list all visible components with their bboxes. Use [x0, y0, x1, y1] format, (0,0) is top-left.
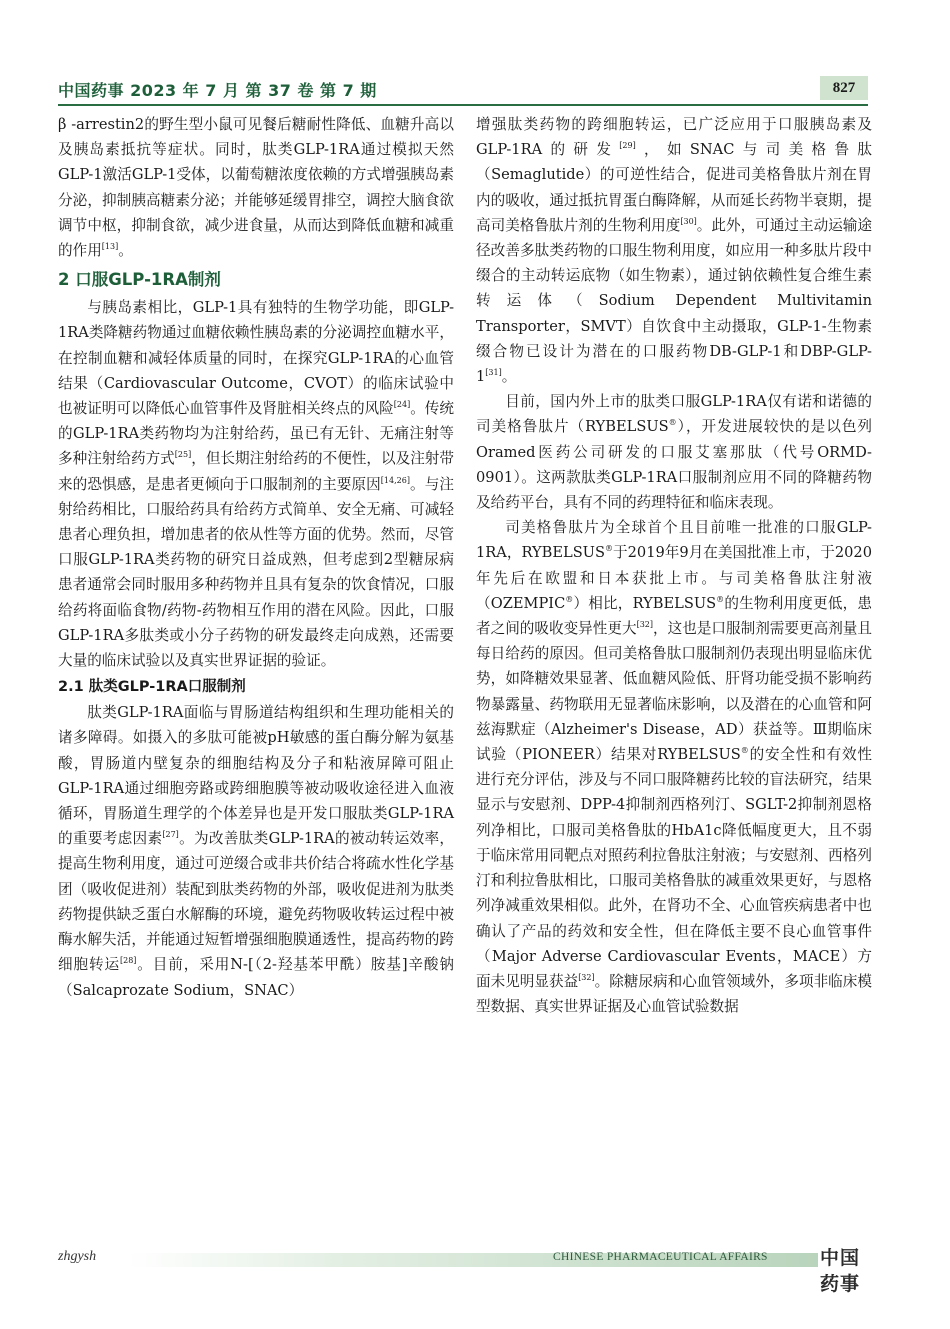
citation[interactable]: [29] — [619, 141, 636, 151]
registered-mark: ® — [740, 746, 749, 756]
registered-mark: ® — [565, 595, 574, 604]
registered-mark: ® — [668, 418, 677, 428]
paragraph-intro-continued: β -arrestin2的野生型小鼠可见餐后糖耐性降低、血糖升高以及胰岛素抵抗等症状。同时，肽类GLP-1RA通过模拟天然GLP-1激活GLP-1受体，以葡萄糖浓度依赖的方式增强胰岛素分泌，抑制胰高糖素分泌；并能够延缓胃排空，调控大脑食欲调节中枢，抑制食欲，减少进食量，从而达到降低血糖和减重的作用[13]。 — [58, 116, 454, 260]
citation[interactable]: [27] — [162, 830, 179, 840]
subsection-heading-2-1: 2.1 肽类GLP-1RA口服制剂 — [58, 679, 246, 696]
paragraph-section-2-1: 肽类GLP-1RA面临与胃肠道结构组织和生理功能相关的诸多障碍。如摄入的多肽可能被pH敏感的蛋白酶分解为氨基酸，胃肠道内壁复杂的细胞结构及分子和粘液屏障可阻止GLP-1RA通过细胞旁路或跨细胞膜等被动吸收途径进入血液循环，胃肠道生理学的个体差异也是开发口服肽类GLP-1RA的重要考虑因素[27]。为改善肽类GLP-1RA的被动转运效率，提高生物利用度，通过可逆缀合或非共价结合将疏水性化学基团（吸收促进剂）装配到肽类药物的外部，吸收促进剂为肽类药物提供缺乏蛋白水解酶的环境，避免药物吸收转运过程中被酶水解失活，并能通过短暂增强细胞膜通透性，提高药物的跨细胞转运[28]。目前，采用N-[（2-羟基苯甲酰）胺基]辛酸钠（Salcaprozate Sodium，SNAC） — [58, 704, 454, 999]
right-column — [476, 112, 872, 1019]
citation[interactable]: [30] — [680, 216, 697, 226]
citation[interactable]: [32] — [578, 973, 595, 983]
paragraph-section-2: 与胰岛素相比，GLP-1具有独特的生物学功能，即GLP-1RA类降糖药物通过血糖依赖性胰岛素的分泌调控血糖水平，在控制血糖和减轻体质量的同时，在探究GLP-1RA的心血管结果（Cardiovascular Outcome，CVOT）的临床试验中也被证明可以降低心血管事件及肾脏相关终点的风险[24]。传统的GLP-1RA类药物均为注射给药，虽已有无针、无痛注射等多种注射给药方式[25]，但长期注射给药的不便性，以及注射带来的恐惧感，是患者更倾向于口服制剂的主要原因[14,26]。与注射给药相比，口服给药具有给药方式简单、安全无痛、可减轻患者心理负担，增加患者的依从性等方面的优势。然而，尽管口服GLP-1RA类药物的研究日益成熟，但考虑到2型糖尿病患者通常会同时服用多种药物并且具有复杂的饮食情况，口服给药将面临食物/药物-药物相互作用的潜在风险。因此，口服GLP-1RA多肽类或小分子药物的研发最终走向成熟，还需要大量的临床试验以及真实世界证据的验证。 — [58, 299, 454, 670]
citation[interactable]: [13] — [101, 242, 119, 252]
page-footer — [58, 1245, 868, 1295]
left-column — [58, 112, 454, 1003]
paragraph-marketed-products: 目前，国内外上市的肽类口服GLP-1RA仅有诺和诺德的司美格鲁肽片（RYBELSUS®），开发进展较快的是以色列Oramed医药公司研发的口服艾塞那肽（代号ORMD-0901）。这两款肽类GLP-1RA口服制剂应用不同的降糖药物及给药平台，具有不同的药理特征和临床表现。 — [476, 393, 872, 512]
journal-title: 中国药事 2023 年 7 月 第 37 卷 第 7 期 — [58, 81, 377, 100]
paragraph-continued: 增强肽类药物的跨细胞转运，已广泛应用于口服胰岛素及GLP-1RA的研发[29]，如SNAC与司美格鲁肽（Semaglutide）的可逆性结合，促进司美格鲁肽片剂在胃内的吸收，通过抵抗胃蛋白酶降解，从而延长药物半衰期，提高司美格鲁肽片剂的生物利用度[30]。此外，可通过主动运输途径改善多肽类药物的口服生物利用度，如应用一种多肽片段中缀合的主动转运底物（如生物素），通过钠依赖性复合维生素转运体（Sodium Dependent Multivitamin Transporter，SMVT）自饮食中主动摄取，GLP-1-生物素缀合物已设计为潜在的口服药物DB-GLP-1和DBP-GLP-1[31]。 — [476, 116, 872, 386]
footer-abbrev: zhgysh — [58, 1249, 97, 1264]
registered-mark: ® — [716, 595, 725, 604]
citation[interactable]: [28] — [119, 956, 137, 966]
page-header — [58, 76, 868, 102]
header-rule — [58, 104, 868, 106]
citation[interactable]: [31] — [485, 368, 502, 378]
citation[interactable]: [32] — [636, 620, 654, 630]
footer-journal-english: CHINESE PHARMACEUTICAL AFFAIRS — [553, 1251, 768, 1263]
section-heading-2: 2 口服GLP-1RA制剂 — [58, 270, 221, 290]
journal-logo: 中国药事 — [820, 1245, 870, 1271]
paragraph-semaglutide: 司美格鲁肽片为全球首个且目前唯一批准的口服GLP-1RA，RYBELSUS®于2019年9月在美国批准上市，于2020年先后在欧盟和日本获批上市。与司美格鲁肽注射液（OZEMPIC®）相比，RYBELSUS®的生物利用度更低，患者之间的吸收变异性更大[32]，这也是口服制剂需要更高剂量且每日给药的原因。但司美格鲁肽口服制剂仍表现出明显临床优势，如降糖效果显著、低血糖风险低、肝肾功能受损不影响药物暴露量、药物联用无显著临床影响，以及潜在的心血管和阿兹海默症（Alzheimer's Disease，AD）获益等。Ⅲ期临床试验（PIONEER）结果对RYBELSUS®的安全性和有效性进行充分评估，涉及与不同口服降糖药比较的盲法研究，结果显示与安慰剂、DPP-4抑制剂西格列汀、SGLT-2抑制剂恩格列净相比，口服司美格鲁肽的HbA1c降低幅度更大，且不弱于临床常用同靶点对照药利拉鲁肽注射液；与安慰剂、西格列汀和利拉鲁肽相比，口服司美格鲁肽的减重效果更好，与恩格列净减重效果相似。此外，在肾功不全、心血管疾病患者中也确认了产品的药效和安全性，但在降低主要不良心血管事件（Major Adverse Cardiovascular Events，MACE）方面未见明显获益[32]。除糖尿病和心血管领域外，多项非临床模型数据、真实世界证据及心血管试验数据 — [476, 519, 872, 1016]
page-number: 827 — [820, 76, 868, 100]
citation[interactable]: [24] — [393, 400, 411, 410]
citation[interactable]: [14,26] — [380, 475, 410, 485]
registered-mark: ® — [604, 544, 613, 554]
citation[interactable]: [25] — [174, 450, 192, 460]
